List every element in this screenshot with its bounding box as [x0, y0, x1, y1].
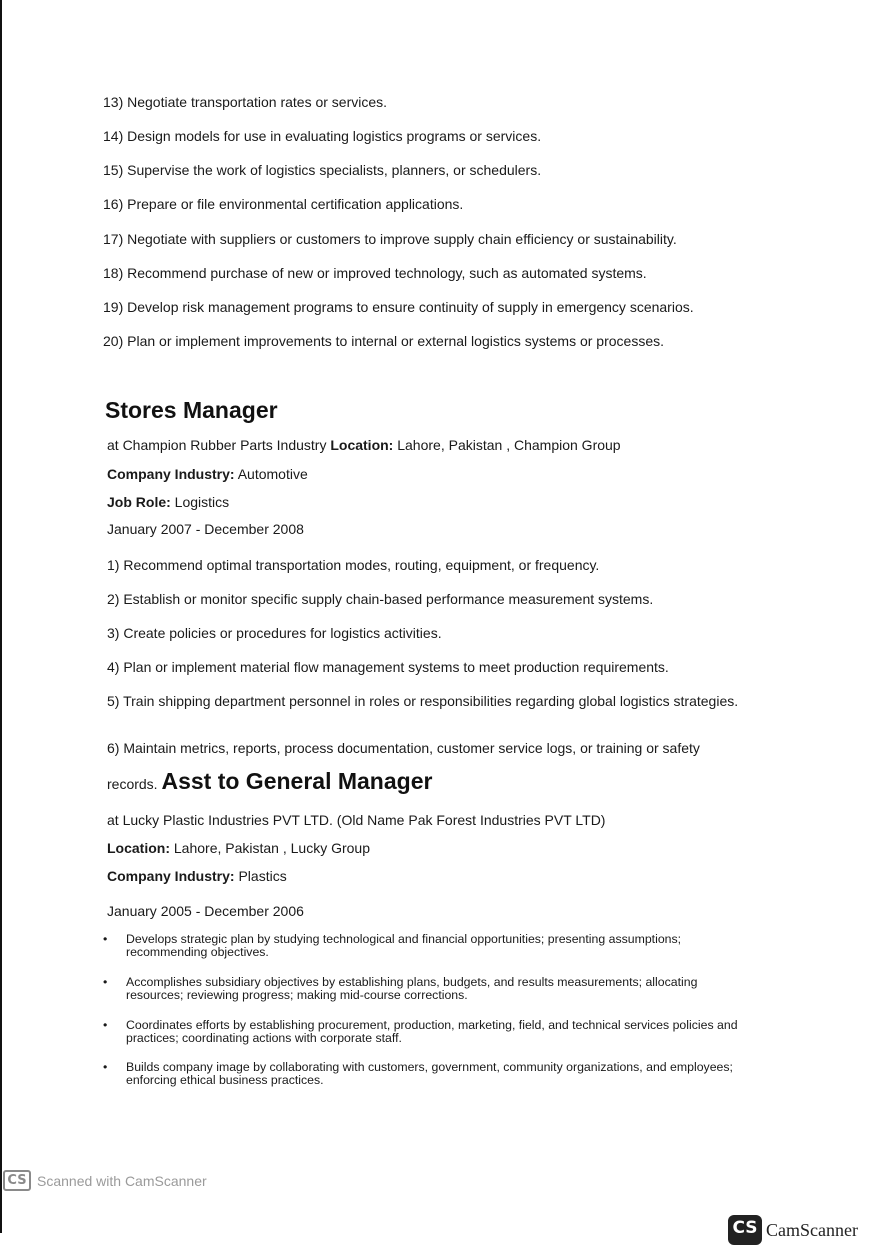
bullet-marker: •: [103, 932, 108, 946]
list-item: 2) Establish or monitor specific supply chain-based performance measurement systems.: [107, 591, 654, 607]
list-item: 4) Plan or implement material flow management systems to meet production requirements.: [107, 659, 669, 675]
job-dates: January 2005 - December 2006: [107, 903, 304, 919]
location-label: Location:: [330, 437, 394, 453]
scanner-watermark: Scanned with CamScanner: [37, 1173, 207, 1189]
industry-value: Automotive: [234, 466, 308, 482]
industry-line: [107, 868, 287, 885]
list-item: 14) Design models for use in evaluating logistics programs or services.: [103, 128, 542, 144]
job-title-asst-gm: Asst to General Manager: [161, 768, 433, 794]
company-name: at Champion Rubber Parts Industry: [107, 437, 331, 453]
list-item: 5) Train shipping department personnel in roles or responsibilities regarding global logistics strategies.: [107, 693, 739, 709]
list-item-continuation: records.: [107, 776, 162, 792]
list-item: 15) Supervise the work of logistics specialists, planners, or schedulers.: [103, 162, 542, 178]
industry-label: Company Industry:: [107, 868, 235, 884]
list-item: 1) Recommend optimal transportation modes, routing, equipment, or frequency.: [107, 557, 600, 573]
bullet-text: Coordinates efforts by establishing procurement, production, marketing, field, and technical services policies and practices; coordinating actions with corporate staff.: [126, 1018, 738, 1045]
company-line: at Lucky Plastic Industries PVT LTD. (Old Name Pak Forest Industries PVT LTD): [107, 812, 606, 828]
industry-label: Company Industry:: [107, 466, 235, 482]
bullet-text: Develops strategic plan by studying technological and financial opportunities; presenting assumptions; recommending objectives.: [126, 932, 682, 959]
page-left-border: [0, 0, 2, 1233]
bullet-text: Accomplishes subsidiary objectives by establishing plans, budgets, and results measurements; allocating resources; reviewing progress; making mid-course corrections.: [126, 975, 698, 1002]
list-item: 3) Create policies or procedures for logistics activities.: [107, 625, 442, 641]
list-item: 18) Recommend purchase of new or improved technology, such as automated systems.: [103, 265, 647, 281]
camscanner-logo-icon: CS: [3, 1170, 31, 1191]
bullet-marker: •: [103, 1018, 108, 1032]
location-line: [107, 840, 370, 857]
list-item: 16) Prepare or file environmental certification applications.: [103, 196, 464, 212]
list-item: 13) Negotiate transportation rates or services.: [103, 94, 388, 110]
camscanner-brand-text: CamScanner: [766, 1220, 858, 1240]
camscanner-brand-icon: CS: [728, 1215, 762, 1245]
bullet-marker: •: [103, 1060, 108, 1074]
location-value: Lahore, Pakistan , Champion Group: [393, 437, 621, 453]
company-line: [107, 437, 621, 454]
role-value: Logistics: [170, 494, 230, 510]
industry-line: [107, 466, 308, 483]
list-item: 17) Negotiate with suppliers or customers to improve supply chain efficiency or sustainability.: [103, 231, 677, 247]
job-title-stores-manager: Stores Manager: [105, 397, 278, 423]
bullet-marker: •: [103, 975, 108, 989]
list-item: 19) Develop risk management programs to ensure continuity of supply in emergency scenarios.: [103, 299, 694, 315]
bullet-text: Builds company image by collaborating with customers, government, community organizations, and employees; enforcing ethical business practices.: [126, 1060, 733, 1087]
industry-value: Plastics: [234, 868, 287, 884]
job-dates: January 2007 - December 2008: [107, 521, 304, 537]
role-label: Job Role:: [107, 494, 171, 510]
list-item: 6) Maintain metrics, reports, process documentation, customer service logs, or training or safety: [107, 740, 700, 756]
role-line: [107, 494, 229, 511]
location-value: Lahore, Pakistan , Lucky Group: [170, 840, 370, 856]
list-item: 20) Plan or implement improvements to internal or external logistics systems or processes.: [103, 333, 664, 349]
records-heading-line: [107, 766, 432, 799]
location-label: Location:: [107, 840, 170, 856]
